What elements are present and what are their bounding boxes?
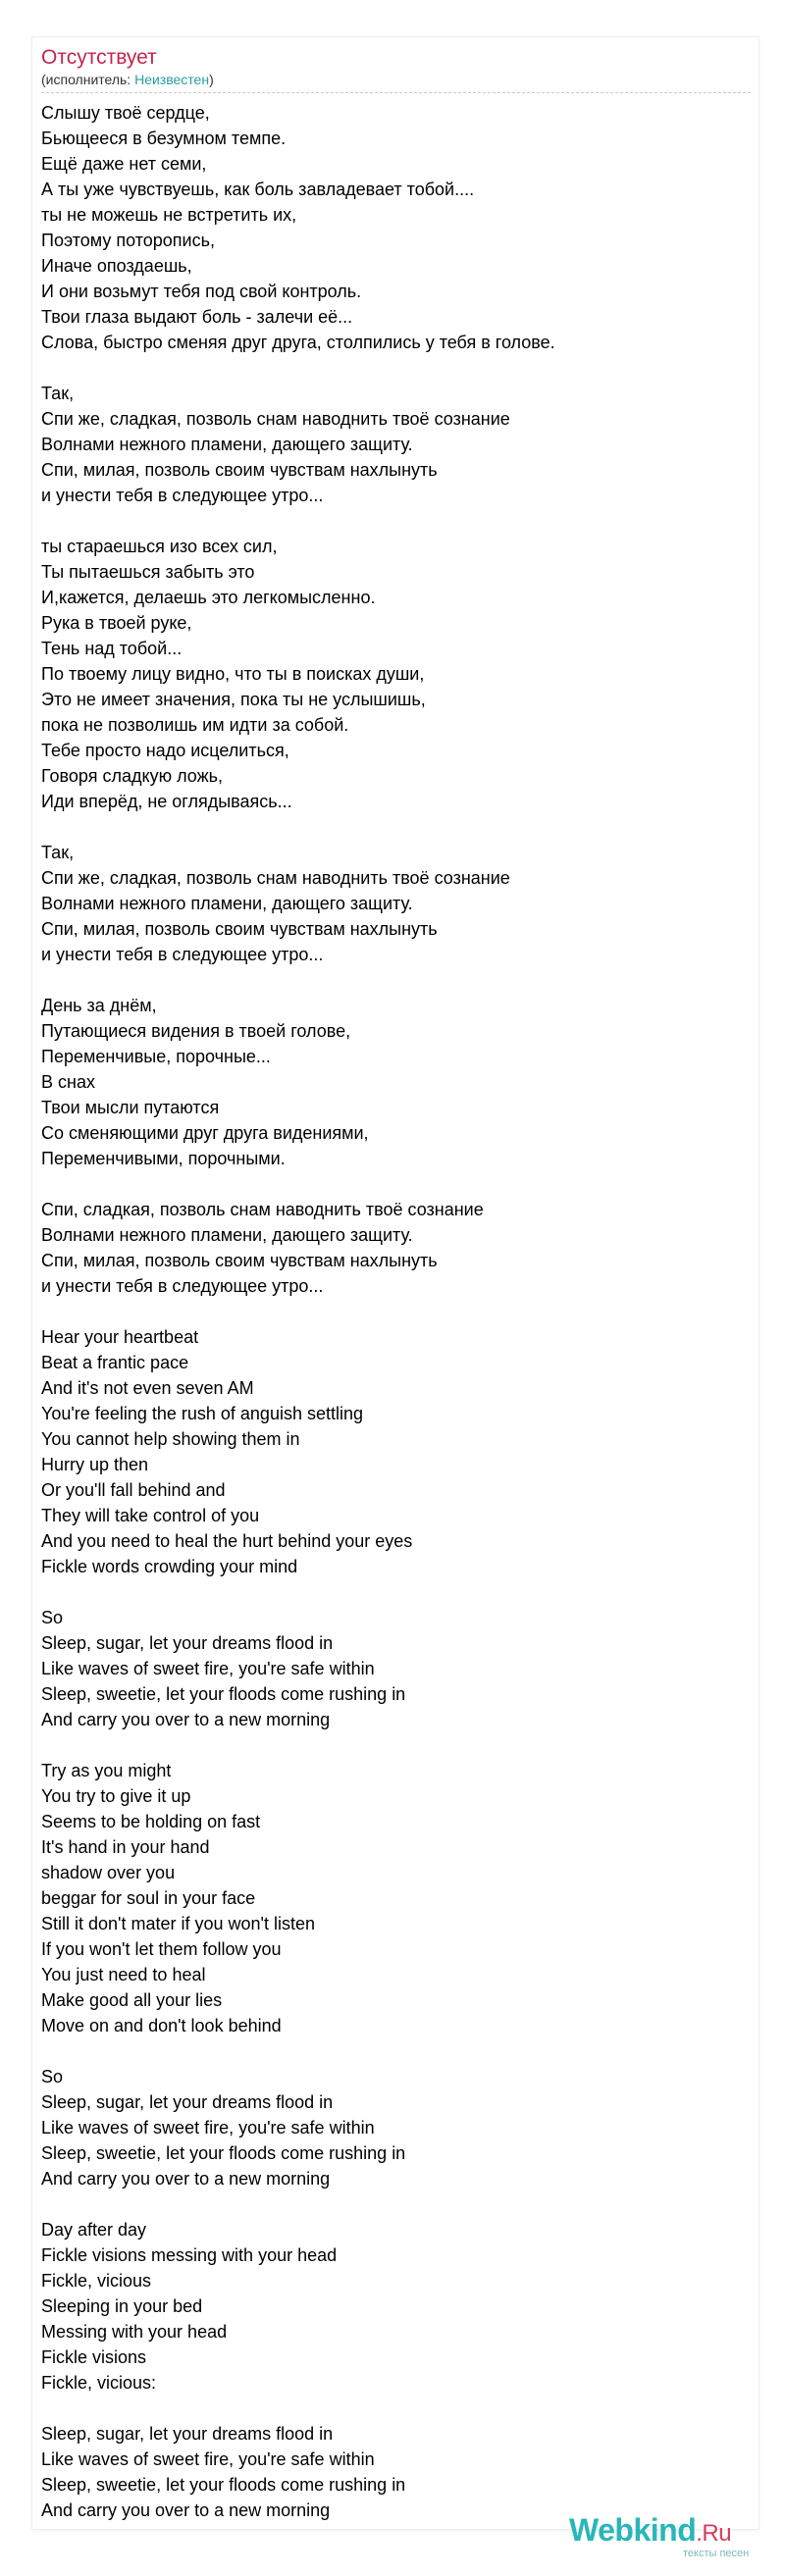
song-title: Отсутствует [41, 46, 157, 69]
logo-tld: .Ru [696, 2520, 732, 2547]
artist-prefix: (исполнитель: [41, 72, 135, 87]
artist-link[interactable]: Неизвестен [134, 72, 210, 87]
lyrics-text: Слышу твоё сердце, Бьющееся в безумном темпе. Ещё даже нет семи, А ты уже чувствуешь, как боль завладевает тобой.... ты не можешь не встретить их, Поэтому поторопись, Иначе опоздаешь, И они возьмут тебя под свой контроль. Твои глаза выдают боль - залечи её... Слова, быстро сменяя друг друга, столпились у тебя в голове. Так, Спи же, сладкая, позволь снам наводнить твоё сознание Волнами нежного пламени, дающего защиту. Спи, милая, позволь своим чувствам нахлынуть и унести тебя в следующее утро... ты стараешься изо всех сил, Ты пытаешься забыть это И,кажется, делаешь это легкомысленно. Рука в твоей руке, Тень над тобой... По твоему лицу видно, что ты в поисках души, Это не имеет значения, пока ты не услышишь, пока не позволишь им идти за собой. Тебе просто надо исцелиться, Говоря сладкую ложь, Иди вперёд, не оглядываясь... Так, Спи же, сладкая, позволь снам наводнить твоё сознание Волнами нежного пламени, дающего защиту. Спи, милая, позволь своим чувствам нахлынуть и унести тебя в следующее утро... День за днём, Путающиеся видения в твоей голове, Переменчивые, порочные... В снах Твои мысли путаются Со сменяющими друг друга видениями, Переменчивыми, порочными. Спи, сладкая, позволь снам наводнить твоё сознание Волнами нежного пламени, дающего защиту. Спи, милая, позволь своим чувствам нахлынуть и унести тебя в следующее утро... Hear your heartbeat Beat a frantic pace And it's not even seven AM You're feeling the rush of anguish settling You cannot help showing them in Hurry up then Or you'll fall behind and They will take control of you And you need to heal the hurt behind your eyes Fickle words crowding your mind So Sleep, sugar, let your dreams flood in Like waves of sweet fire, you're safe within Sleep, sweetie, let your floods come rushing in And carry you over to a new morning Try as you might You try to give it up Seems to be holding on fast It's hand in your hand shadow over you beggar for soul in your face Still it don't mater if you won't listen If you won't let them follow you You just need to heal Make good all your lies Move on and don't look behind So Sleep, sugar, let your dreams flood in Like waves of sweet fire, you're safe within Sleep, sweetie, let your floods come rushing in And carry you over to a new morning Day after day Fickle visions messing with your head Fickle, vicious Sleeping in your bed Messing with your head Fickle visions Fickle, vicious: Sleep, sugar, let your dreams flood in Like waves of sweet fire, you're safe within Sleep, sweetie, let your floods come rushing in And carry you over to a new morning [41, 103, 555, 2520]
logo-name: Webkind [569, 2512, 697, 2548]
artist-line [41, 71, 214, 88]
logo-tagline: тексты песен [683, 2548, 750, 2559]
logo-wordmark [569, 2512, 731, 2551]
header-divider [41, 92, 751, 93]
site-logo[interactable] [569, 2512, 765, 2567]
lyrics-card [32, 37, 759, 2529]
artist-suffix: ) [209, 72, 214, 87]
